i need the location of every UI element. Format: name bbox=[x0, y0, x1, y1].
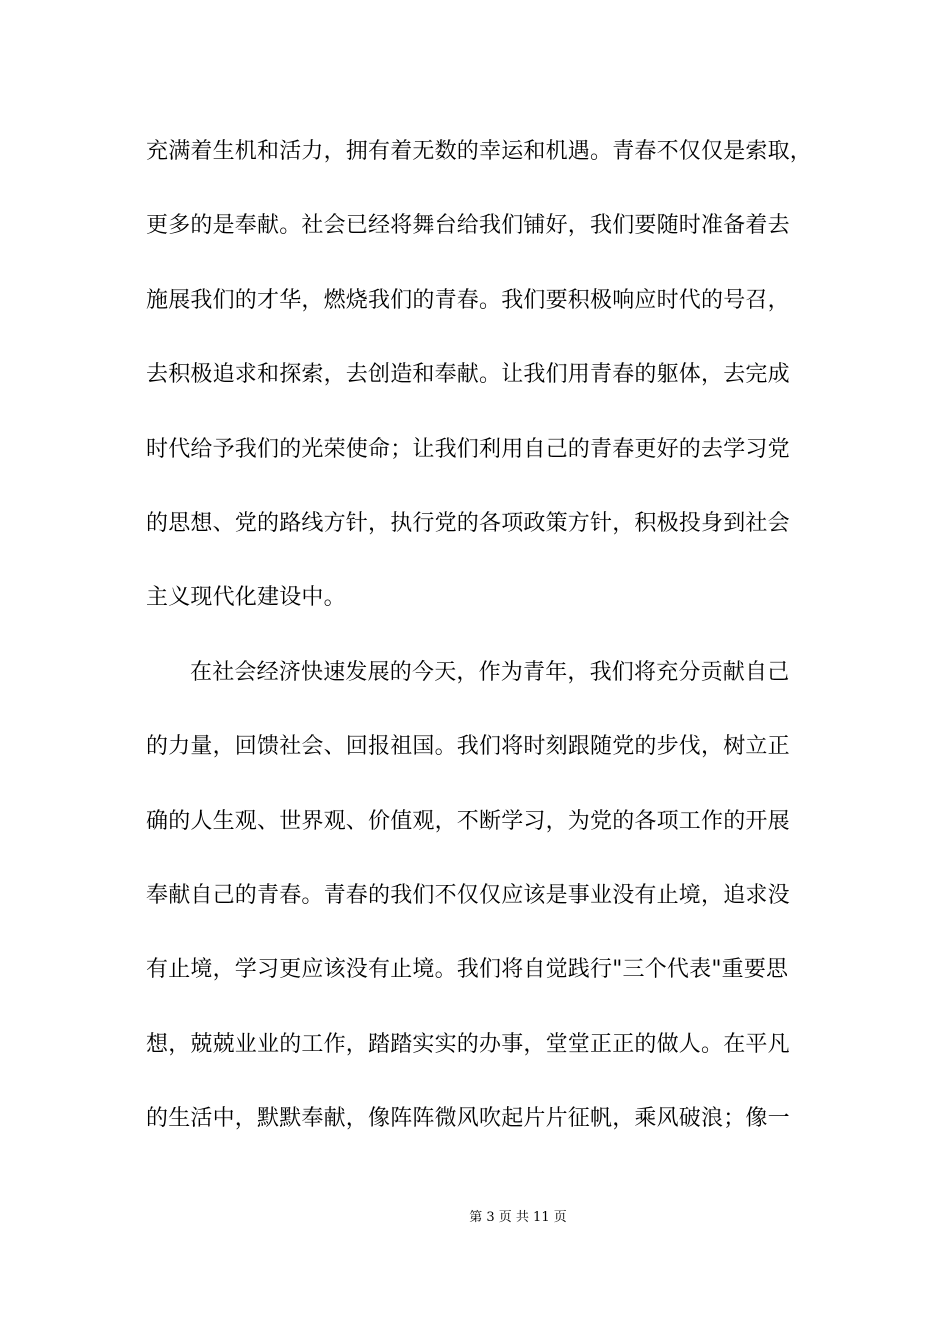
text-line: 施展我们的才华，燃烧我们的青春。我们要积极响应时代的号召， bbox=[146, 287, 790, 313]
text-line: 的生活中，默默奉献，像阵阵微风吹起片片征帆，乘风破浪；像一 bbox=[146, 1106, 790, 1132]
text-line: 的力量，回馈社会、回报祖国。我们将时刻跟随党的步伐，树立正 bbox=[146, 734, 790, 760]
text-line: 的思想、党的路线方针，执行党的各项政策方针，积极投身到社会 bbox=[146, 510, 790, 536]
text-line: 确的人生观、世界观、价值观，不断学习，为党的各项工作的开展 bbox=[146, 808, 790, 834]
text-line: 时代给予我们的光荣使命；让我们利用自己的青春更好的去学习党 bbox=[146, 436, 790, 462]
text-line: 主义现代化建设中。 bbox=[146, 585, 346, 611]
text-line: 充满着生机和活力，拥有着无数的幸运和机遇。青春不仅仅是索取， bbox=[146, 139, 813, 164]
text-line: 更多的是奉献。社会已经将舞台给我们铺好，我们要随时准备着去 bbox=[146, 213, 790, 239]
text-line: 奉献自己的青春。青春的我们不仅仅应该是事业没有止境，追求没 bbox=[146, 882, 790, 908]
text-line: 想，兢兢业业的工作，踏踏实实的办事，堂堂正正的做人。在平凡 bbox=[146, 1031, 790, 1057]
page-number-footer: 第 3 页 共 11 页 bbox=[469, 1210, 567, 1225]
text-line: 去积极追求和探索，去创造和奉献。让我们用青春的躯体，去完成 bbox=[146, 362, 790, 388]
text-line: 有止境，学习更应该没有止境。我们将自觉践行"三个代表"重要思 bbox=[146, 957, 789, 983]
document-body bbox=[146, 132, 846, 1173]
paragraph-start-line: 在社会经济快速发展的今天，作为青年，我们将充分贡献自己 bbox=[190, 659, 790, 685]
